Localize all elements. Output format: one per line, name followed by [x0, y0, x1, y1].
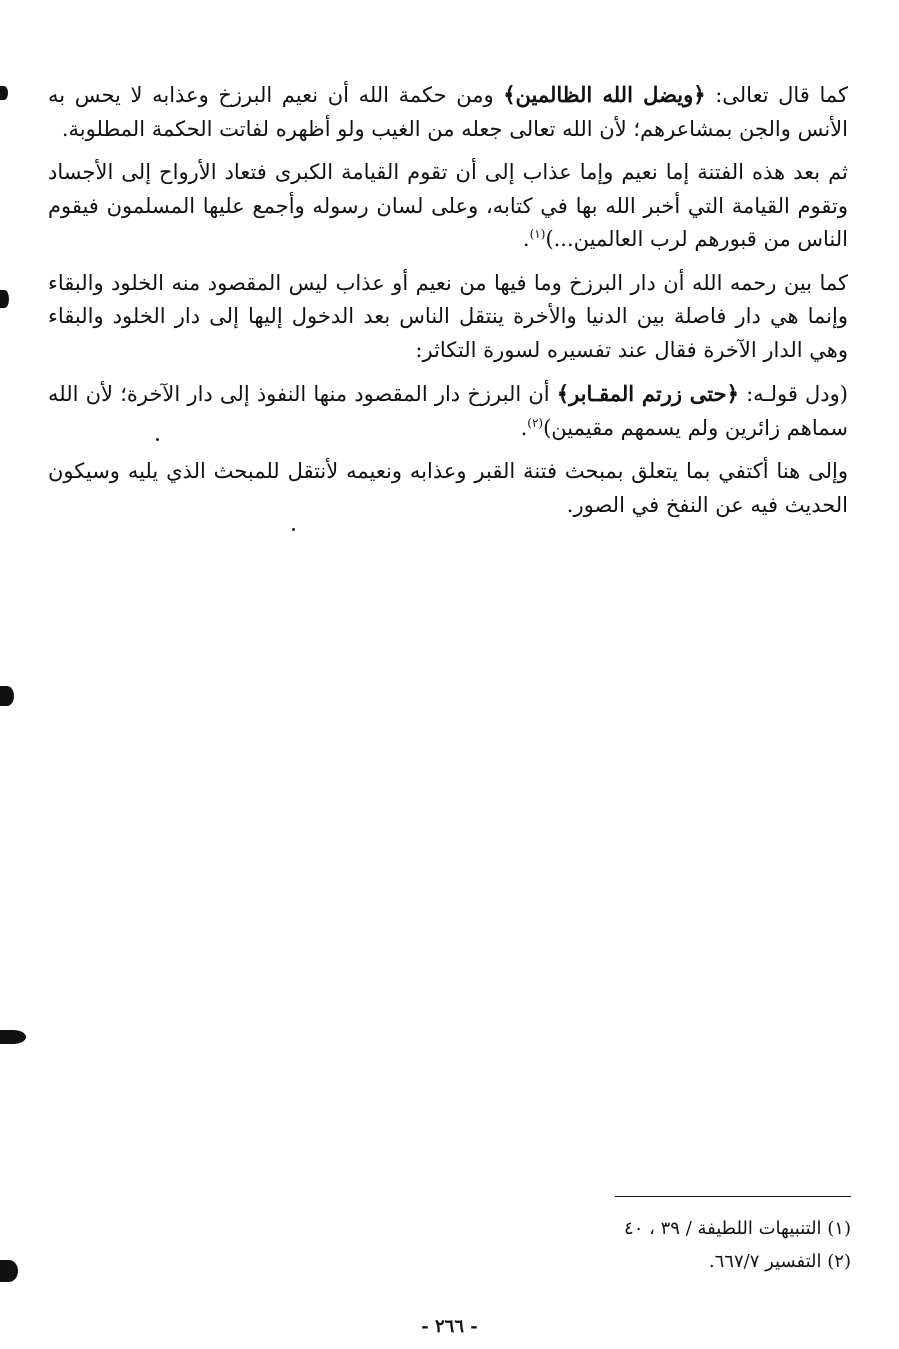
page-number: - ٢٦٦ - — [421, 1316, 478, 1337]
footnote-ref-1[interactable]: (١) — [529, 227, 546, 241]
text-segment: وإلى هنا أكتفي بما يتعلق بمبحث فتنة القبر وعذابه ونعيمه لأنتقل للمبحث الذي يليه وسيكون الحديث فيه عن النفخ في الصور. — [48, 459, 848, 517]
body-text — [48, 78, 848, 522]
scan-mark — [0, 290, 9, 308]
scan-speck — [292, 528, 295, 531]
text-segment: أن البرزخ دار المقصود منها النفوذ إلى دار الآخرة؛ لأن الله سماهم زائرين ولم يسمهم مقيمين) — [48, 382, 848, 440]
scan-mark — [0, 686, 14, 706]
quran-quote: ﴿ويضل الله الظالمين﴾ — [503, 82, 706, 107]
scan-speck — [156, 438, 159, 441]
text-segment: . — [522, 227, 530, 251]
paragraph-3 — [48, 267, 848, 368]
text-segment: (ودل قولـه: — [738, 382, 848, 406]
footnote-divider — [615, 1196, 851, 1197]
text-segment: ومن حكمة الله أن نعيم البرزخ وعذابه لا يحس به الأنس والجن بمشاعرهم؛ لأن الله تعالى جعله من الغيب ولو أظهره لفاتت الحكمة المطلوبة. — [48, 83, 848, 141]
text-segment: كما قال تعالى: — [705, 83, 848, 107]
scan-mark — [0, 1260, 18, 1282]
footnotes — [251, 1212, 851, 1278]
text-segment: . — [520, 415, 528, 440]
footnote-ref-2[interactable]: (٢) — [527, 415, 544, 430]
paragraph-2 — [48, 156, 848, 257]
paragraph-4 — [48, 377, 848, 445]
scan-mark — [0, 86, 8, 100]
scan-mark — [0, 1030, 26, 1044]
text-segment: كما بين رحمه الله أن دار البرزخ وما فيها من نعيم أو عذاب ليس المقصود منه الخلود والبقاء وإنما هي دار فاصلة بين الدنيا والأخرة ينتقل الناس بعد الدخول إليها إلى دار الخلود والبقاء وهي الدار الآخرة فقال عند تفسيره لسورة التكاثر: — [48, 270, 848, 362]
text-segment: ثم بعد هذه الفتنة إما نعيم وإما عذاب إلى أن تقوم القيامة الكبرى فتعاد الأرواح إلى الأجساد وتقوم القيامة التي أخبر الله بها في كتابه، وعلى لسان رسوله وأجمع عليها المسلمون فيقوم الناس من قبورهم لرب العالمين...) — [48, 160, 848, 251]
quran-quote: ﴿حتى زرتم المقـابر﴾ — [556, 381, 739, 406]
footnote-1: (١) التنبيهات اللطيفة / ٣٩ ، ٤٠ — [624, 1218, 851, 1239]
paragraph-1 — [48, 78, 848, 146]
paragraph-5 — [48, 455, 848, 522]
footnote-2: (٢) التفسير ٦٦٧/٧. — [708, 1251, 851, 1272]
